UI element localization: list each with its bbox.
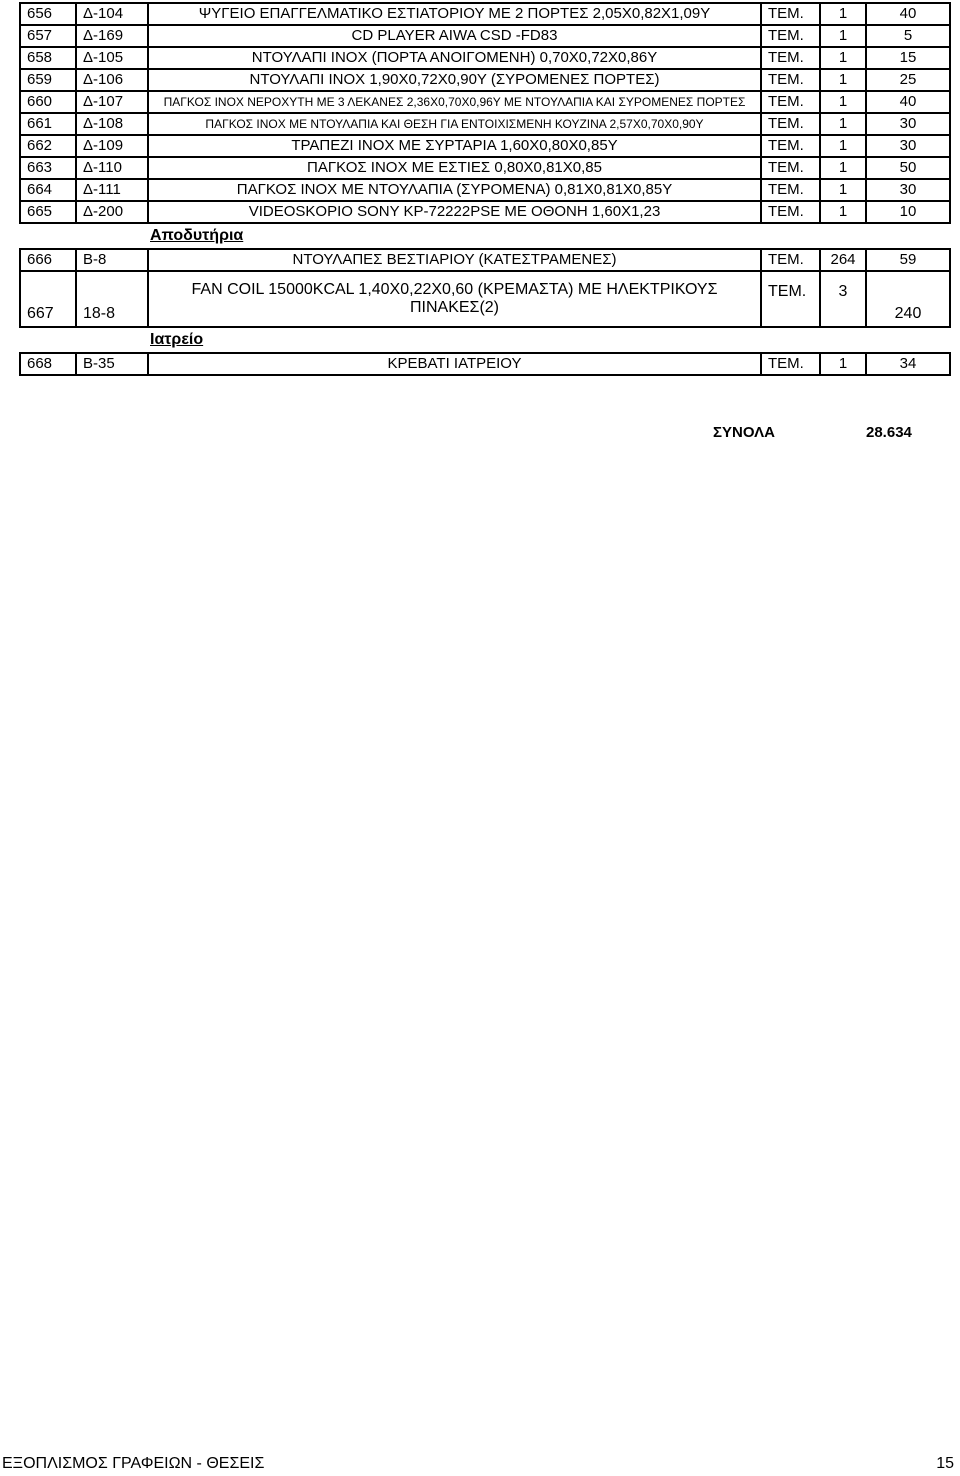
item-unit: ΤΕΜ. xyxy=(761,47,820,69)
item-code: Β-8 xyxy=(76,249,148,271)
item-quantity: 1 xyxy=(820,157,866,179)
item-value: 30 xyxy=(866,179,950,201)
table-row xyxy=(20,3,950,25)
item-unit: ΤΕΜ. xyxy=(761,201,820,223)
item-unit: ΤΕΜ. xyxy=(761,271,820,327)
item-quantity: 1 xyxy=(820,113,866,135)
item-quantity: 1 xyxy=(820,69,866,91)
item-value: 40 xyxy=(866,3,950,25)
item-description: ΠΑΓΚΟΣ ΙΝΟΧ ΜΕ ΝΤΟΥΛΑΠΙΑ ΚΑΙ ΘΕΣΗ ΓΙΑ ΕΝΤΟΙΧΙΣΜΕΝΗ ΚΟΥΖΙΝΑ 2,57Χ0,70Χ0,90Υ xyxy=(148,113,761,135)
page-number: 15 xyxy=(936,1455,954,1472)
item-quantity: 1 xyxy=(820,201,866,223)
item-unit: ΤΕΜ. xyxy=(761,179,820,201)
item-code: Δ-109 xyxy=(76,135,148,157)
item-description: ΠΑΓΚΟΣ ΙΝΟΧ ΜΕ ΝΤΟΥΛΑΠΙΑ (ΣΥΡΟΜΕΝΑ) 0,81Χ0,81Χ0,85Υ xyxy=(148,179,761,201)
item-description: ΤΡΑΠΕΖΙ ΙΝΟΧ ΜΕ ΣΥΡΤΑΡΙΑ 1,60Χ0,80Χ0,85Υ xyxy=(148,135,761,157)
item-value: 34 xyxy=(866,353,950,375)
section-title: Ιατρείο xyxy=(148,327,950,353)
item-description: ΝΤΟΥΛΑΠΙ ΙΝΟΧ 1,90Χ0,72Χ0,90Υ (ΣΥΡΟΜΕΝΕΣ ΠΟΡΤΕΣ) xyxy=(148,69,761,91)
table-row xyxy=(20,179,950,201)
item-number: 657 xyxy=(20,25,76,47)
item-number: 662 xyxy=(20,135,76,157)
item-description: ΨΥΓΕΙΟ ΕΠΑΓΓΕΛΜΑΤΙΚΟ ΕΣΤΙΑΤΟΡΙΟΥ ΜΕ 2 ΠΟΡΤΕΣ 2,05Χ0,82Χ1,09Υ xyxy=(148,3,761,25)
item-description: ΠΑΓΚΟΣ ΙΝΟΧ ΜΕ ΕΣΤΙΕΣ 0,80Χ0,81Χ0,85 xyxy=(148,157,761,179)
section-row xyxy=(20,223,950,249)
item-code: Δ-110 xyxy=(76,157,148,179)
item-quantity: 3 xyxy=(820,271,866,327)
item-code: Δ-105 xyxy=(76,47,148,69)
item-value: 25 xyxy=(866,69,950,91)
item-code: Δ-107 xyxy=(76,91,148,113)
page-footer xyxy=(0,1455,960,1475)
item-quantity: 1 xyxy=(820,179,866,201)
totals-line xyxy=(0,424,960,444)
item-quantity: 1 xyxy=(820,135,866,157)
item-unit: ΤΕΜ. xyxy=(761,25,820,47)
item-description: VIDEOSKOPIO SONY KP-72222PSE ΜΕ ΟΘΟΝΗ 1,60Χ1,23 xyxy=(148,201,761,223)
item-code: Δ-108 xyxy=(76,113,148,135)
totals-label: ΣΥΝΟΛΑ xyxy=(713,424,775,441)
item-quantity: 1 xyxy=(820,47,866,69)
item-code: Δ-111 xyxy=(76,179,148,201)
item-number: 667 xyxy=(20,271,76,327)
inventory-table xyxy=(19,2,951,376)
item-description: FAN COIL 15000KCAL 1,40X0,22X0,60 (ΚΡΕΜΑΣΤΑ) ΜΕ ΗΛΕΚΤΡΙΚΟΥΣ ΠΙΝΑΚΕΣ(2) xyxy=(148,271,761,327)
item-number: 666 xyxy=(20,249,76,271)
item-description: CD PLAYER AIWA CSD -FD83 xyxy=(148,25,761,47)
table-row xyxy=(20,47,950,69)
item-value: 30 xyxy=(866,135,950,157)
totals-value: 28.634 xyxy=(866,424,912,441)
section-row xyxy=(20,327,950,353)
item-unit: ΤΕΜ. xyxy=(761,69,820,91)
table-row xyxy=(20,135,950,157)
item-description: ΠΑΓΚΟΣ ΙΝΟΧ ΝΕΡΟΧΥΤΗ ΜΕ 3 ΛΕΚΑΝΕΣ 2,36Χ0,70Χ0,96Υ ΜΕ ΝΤΟΥΛΑΠΙΑ ΚΑΙ ΣΥΡΟΜΕΝΕΣ ΠΟΡΤΕΣ xyxy=(148,91,761,113)
item-quantity: 1 xyxy=(820,25,866,47)
item-number: 664 xyxy=(20,179,76,201)
item-value: 15 xyxy=(866,47,950,69)
table-row xyxy=(20,113,950,135)
item-quantity: 1 xyxy=(820,3,866,25)
footer-title: ΕΞΟΠΛΙΣΜΟΣ ΓΡΑΦΕΙΩΝ - ΘΕΣΕΙΣ xyxy=(2,1455,265,1472)
item-number: 659 xyxy=(20,69,76,91)
item-quantity: 264 xyxy=(820,249,866,271)
item-value: 10 xyxy=(866,201,950,223)
section-title: Αποδυτήρια xyxy=(148,223,950,249)
table-row xyxy=(20,271,950,327)
item-unit: ΤΕΜ. xyxy=(761,135,820,157)
item-unit: ΤΕΜ. xyxy=(761,157,820,179)
item-description: ΝΤΟΥΛΑΠΕΣ ΒΕΣΤΙΑΡΙΟΥ (ΚΑΤΕΣΤΡΑΜΕΝΕΣ) xyxy=(148,249,761,271)
item-value: 240 xyxy=(866,271,950,327)
item-value: 40 xyxy=(866,91,950,113)
table-row xyxy=(20,249,950,271)
item-number: 663 xyxy=(20,157,76,179)
item-number: 660 xyxy=(20,91,76,113)
item-unit: ΤΕΜ. xyxy=(761,249,820,271)
table-row xyxy=(20,157,950,179)
item-number: 658 xyxy=(20,47,76,69)
item-unit: ΤΕΜ. xyxy=(761,3,820,25)
item-code: Δ-169 xyxy=(76,25,148,47)
table-row xyxy=(20,353,950,375)
item-code: Δ-104 xyxy=(76,3,148,25)
item-number: 668 xyxy=(20,353,76,375)
item-value: 30 xyxy=(866,113,950,135)
item-code: 18-8 xyxy=(76,271,148,327)
table-row xyxy=(20,91,950,113)
item-description: ΚΡΕΒΑΤΙ ΙΑΤΡΕΙΟΥ xyxy=(148,353,761,375)
item-unit: ΤΕΜ. xyxy=(761,353,820,375)
item-unit: ΤΕΜ. xyxy=(761,91,820,113)
item-value: 5 xyxy=(866,25,950,47)
item-number: 656 xyxy=(20,3,76,25)
table-row xyxy=(20,201,950,223)
item-code: Δ-106 xyxy=(76,69,148,91)
item-unit: ΤΕΜ. xyxy=(761,113,820,135)
item-code: Δ-200 xyxy=(76,201,148,223)
item-quantity: 1 xyxy=(820,353,866,375)
item-description: ΝΤΟΥΛΑΠΙ ΙΝΟΧ (ΠΟΡΤΑ ΑΝΟΙΓΟΜΕΝΗ) 0,70Χ0,72Χ0,86Υ xyxy=(148,47,761,69)
item-number: 661 xyxy=(20,113,76,135)
item-number: 665 xyxy=(20,201,76,223)
table-row xyxy=(20,25,950,47)
item-code: Β-35 xyxy=(76,353,148,375)
item-value: 59 xyxy=(866,249,950,271)
item-quantity: 1 xyxy=(820,91,866,113)
table-row xyxy=(20,69,950,91)
item-value: 50 xyxy=(866,157,950,179)
